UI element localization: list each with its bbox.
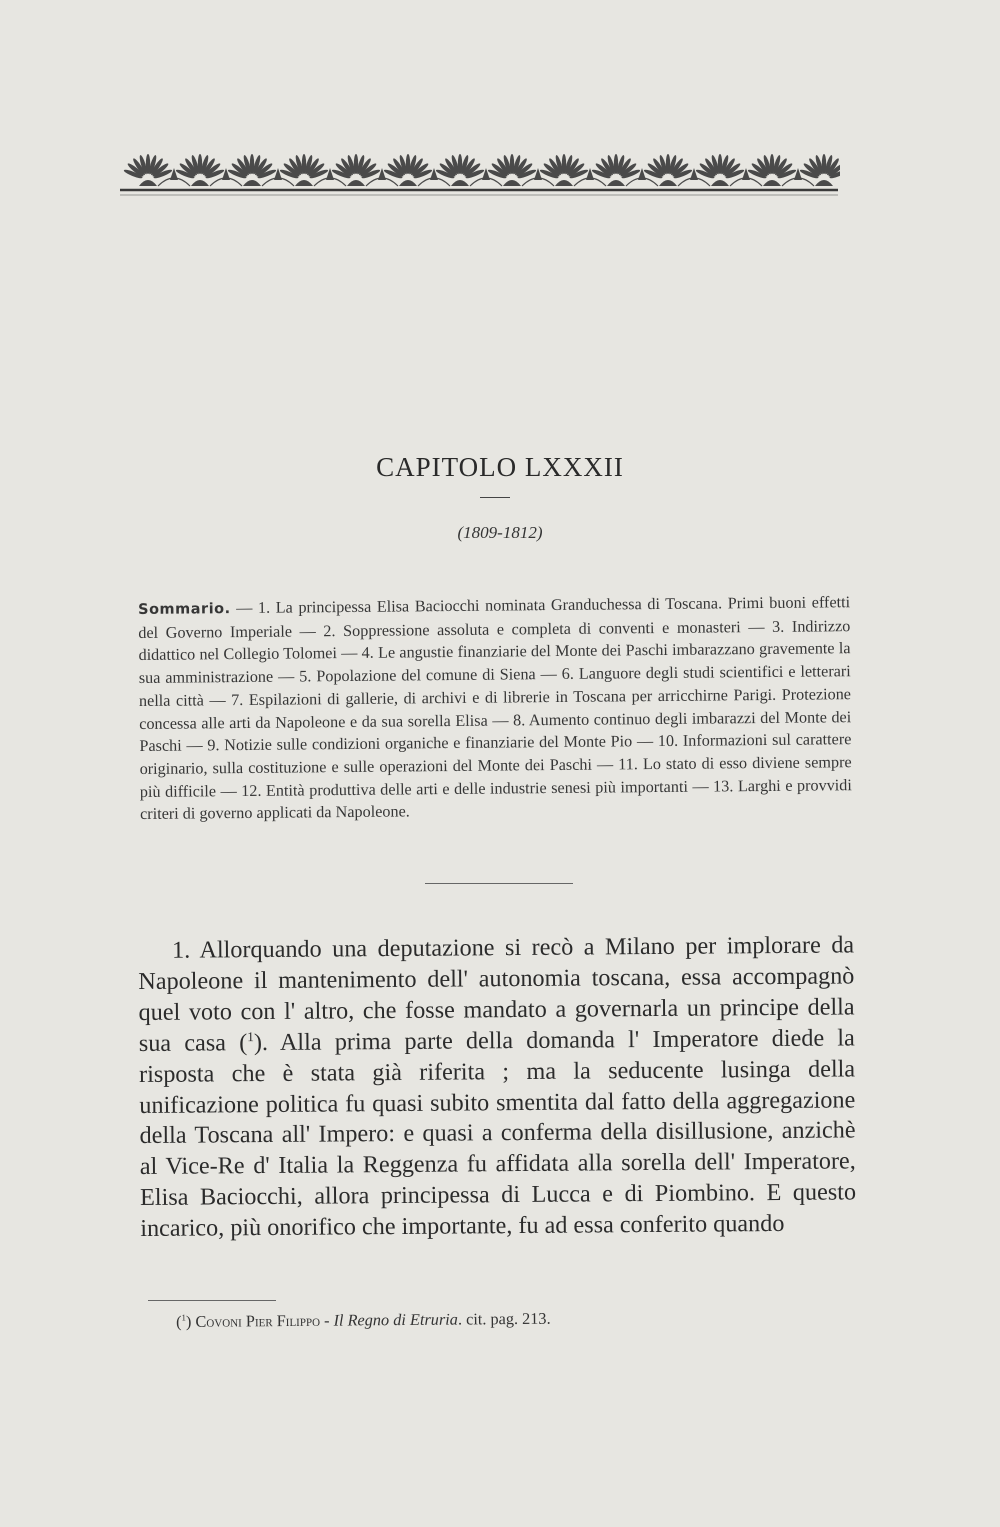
body-paragraph — [138, 930, 856, 1245]
footnote-author: Covoni Pier Filippo — [195, 1310, 321, 1331]
palmette-icon — [227, 154, 277, 186]
palmette-icon — [591, 154, 641, 186]
section-divider — [425, 883, 573, 884]
footnote-work-title: Il Regno di Etruria — [333, 1309, 458, 1330]
palmette-icon — [747, 154, 797, 186]
palmette-icon — [539, 154, 589, 186]
chapter-title: CAPITOLO LXXXII — [376, 452, 624, 482]
palmette-icon — [175, 154, 225, 186]
footnote-citation: . cit. pag. 213. — [457, 1308, 551, 1329]
chapter-summary — [138, 591, 852, 826]
palmette-icon — [643, 154, 693, 186]
palmette-icon — [799, 154, 840, 186]
palmette-icon — [123, 154, 173, 186]
palmette-icon — [435, 154, 485, 186]
footnote-rule — [148, 1300, 276, 1301]
footnote-reference[interactable]: 1 — [247, 1028, 254, 1044]
footnote-marker: 1 — [181, 1312, 186, 1323]
paragraph-text-end: ). Alla prima parte della domanda l' Imperatore diede la risposta che è stata già riferita ; ma la seducente lusinga della unificazione politica fu quasi subito smentita dal fatto della aggregazione della Toscana all' Impero: e quasi a conferma della disillusione, anzichè al Vice-Re d' Italia la Reggenza fu affidata alla sorella dell' Imperatore, Elisa Baciocchi, allora principessa di Lucca e di Piombino. E questo incarico, più onorifico che importante, fu ad essa conferito quando — [138, 1024, 857, 1243]
palmette-icon — [383, 154, 433, 186]
summary-text: — 1. La principessa Elisa Baciocchi nominata Granduchessa di Toscana. Primi buoni effetti del Governo Imperiale — 2. Soppressione assoluta e completa di conventi e monasteri — 3. Indirizzo didattico nel Collegio Tolomei — 4. Le angustie finanziarie del Monte dei Paschi imbarazzano gravemente la sua amministrazione — 5. Popolazione del comune di Siena — 6. Languore degli studi scientifici e letterari nella città — 7. Espilazioni di gallerie, di archivi e di librerie in Toscana per arricchirne Parigi. Protezione concessa alle arti da Napoleone e da sua sorella Elisa — 8. Aumento continuo degli imbarazzi del Monte dei Paschi — 9. Notizie sulle condizioni organiche e finanziarie del Monte Pio — 10. Informazioni sul carattere originario, sulla costituzione e sulle operazioni del Monte dei Paschi — 11. Lo stato di esso diviene sempre più difficile — 12. Entità produttiva delle arti e delle industrie senesi più importanti — 13. Larghi e provvidi criteri di governo applicati da Napoleone. — [138, 593, 852, 824]
palmette-ornament-band — [118, 140, 840, 200]
palmette-icon — [695, 154, 745, 186]
palmette-icon — [279, 154, 329, 186]
footnote-separator: - — [319, 1310, 334, 1330]
paragraph-text-start: 1. Allorquando una deputazione si recò a Milano per implorare da Napoleone il mantenimento dell' autonomia toscana, essa accompagnò quel voto con l' altro, che fosse mandato a governarla un principe della sua casa ( — [138, 931, 855, 1057]
footnote: ($^1$) Covoni Pier Filippo - Il Regno di Etruria. cit. pag. 213. — [176, 1308, 551, 1331]
palmette-icon — [331, 154, 381, 186]
chapter-dates: (1809-1812) — [457, 523, 543, 542]
title-dash — [480, 497, 510, 498]
palmette-icon — [487, 154, 537, 186]
summary-label: Sommario. — [138, 601, 231, 618]
